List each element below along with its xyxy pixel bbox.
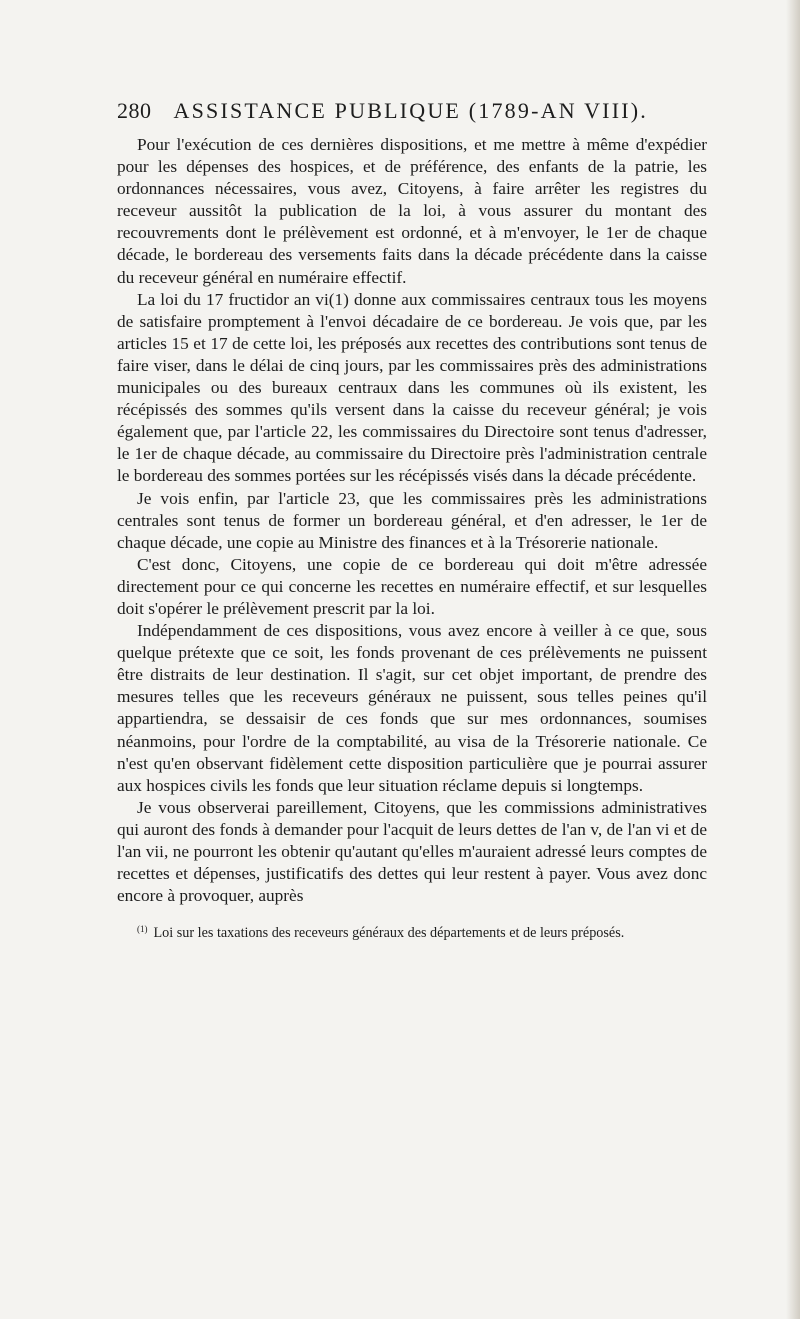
footnote-text: Loi sur les taxations des receveurs généraux des départements et de leurs préposés. xyxy=(153,925,625,942)
document-page xyxy=(117,98,707,942)
body-text xyxy=(117,134,707,907)
running-title: ASSISTANCE PUBLIQUE (1789-AN VIII). xyxy=(173,98,648,123)
paragraph-5: Indépendamment de ces dispositions, vous avez encore à veiller à ce que, sous quelque prétexte que ce soit, les fonds provenant de ces prélèvements ne puissent être distraits de leur destination. Il s'agit, sur cet objet important, de prendre des mesures telles que les receveurs généraux ne puissent, sous telles peines qu'il appartiendra, se dessaisir de ces fonds que sur mes ordonnances, soumises néanmoins, pour l'ordre de la comptabilité, au visa de la Trésorerie nationale. Ce n'est qu'en observant fidèlement cette disposition particulière que je pourrai assurer aux hospices civils les fonds que leur situation réclame depuis si longtemps. xyxy=(117,621,707,795)
page-header xyxy=(117,98,707,132)
page-edge-shadow xyxy=(786,0,800,1319)
paragraph-4: C'est donc, Citoyens, une copie de ce bordereau qui doit m'être adressée directement pour ce qui concerne les recettes en numéraire effectif, et sur lesquelles doit s'opérer le prélèvement prescrit par la loi. xyxy=(117,554,707,618)
footnote xyxy=(117,924,707,942)
paragraph-6: Je vous observerai pareillement, Citoyens, que les commissions administratives qui auront des fonds à demander pour l'acquit de leurs dettes de l'an v, de l'an vi et de l'an vii, ne pourront les obtenir qu'autant qu'elles m'auraient adressé leurs comptes de recettes et dépenses, justificatifs des dettes qui leur restent à payer. Vous avez donc encore à provoquer, auprès xyxy=(117,797,707,906)
paragraph-3: Je vois enfin, par l'article 23, que les commissaires près les administrations centrales sont tenus de former un bordereau général, et d'en adresser, le 1er de chaque décade, une copie au Ministre des finances et à la Trésorerie nationale. xyxy=(117,488,707,552)
paragraph-2: La loi du 17 fructidor an vi(1) donne aux commissaires centraux tous les moyens de satisfaire promptement à l'envoi décadaire de ce bordereau. Je vois que, par les articles 15 et 17 de cette loi, les préposés aux recettes des contributions sont tenus de faire viser, dans le délai de cinq jours, par les commissaires près des administrations municipales ou des bureaux centraux dans les communes où ils existent, les récépissés des sommes qu'ils versent dans la caisse du receveur général; je vois également que, par l'article 22, les commissaires du Directoire sont tenus d'adresser, le 1er de chaque décade, au commissaire du Directoire près l'administration centrale le bordereau des sommes portées sur les récépissés visés dans la décade précédente. xyxy=(117,289,707,486)
page-number: 280 xyxy=(117,98,152,123)
footnote-mark: (1) xyxy=(137,923,148,934)
paragraph-1: Pour l'exécution de ces dernières dispositions, et me mettre à même d'expédier pour les dépenses des hospices, et de préférence, des enfants de la patrie, les ordonnances nécessaires, vous avez, Citoyens, à faire arrêter les registres du receveur aussitôt la publication de la loi, à vous assurer du montant des recouvrements dont le prélèvement est ordonné, et à m'envoyer, le 1er de chaque décade, le bordereau des versements faits dans la décade précédente dans la caisse du receveur général en numéraire effectif. xyxy=(117,135,707,287)
